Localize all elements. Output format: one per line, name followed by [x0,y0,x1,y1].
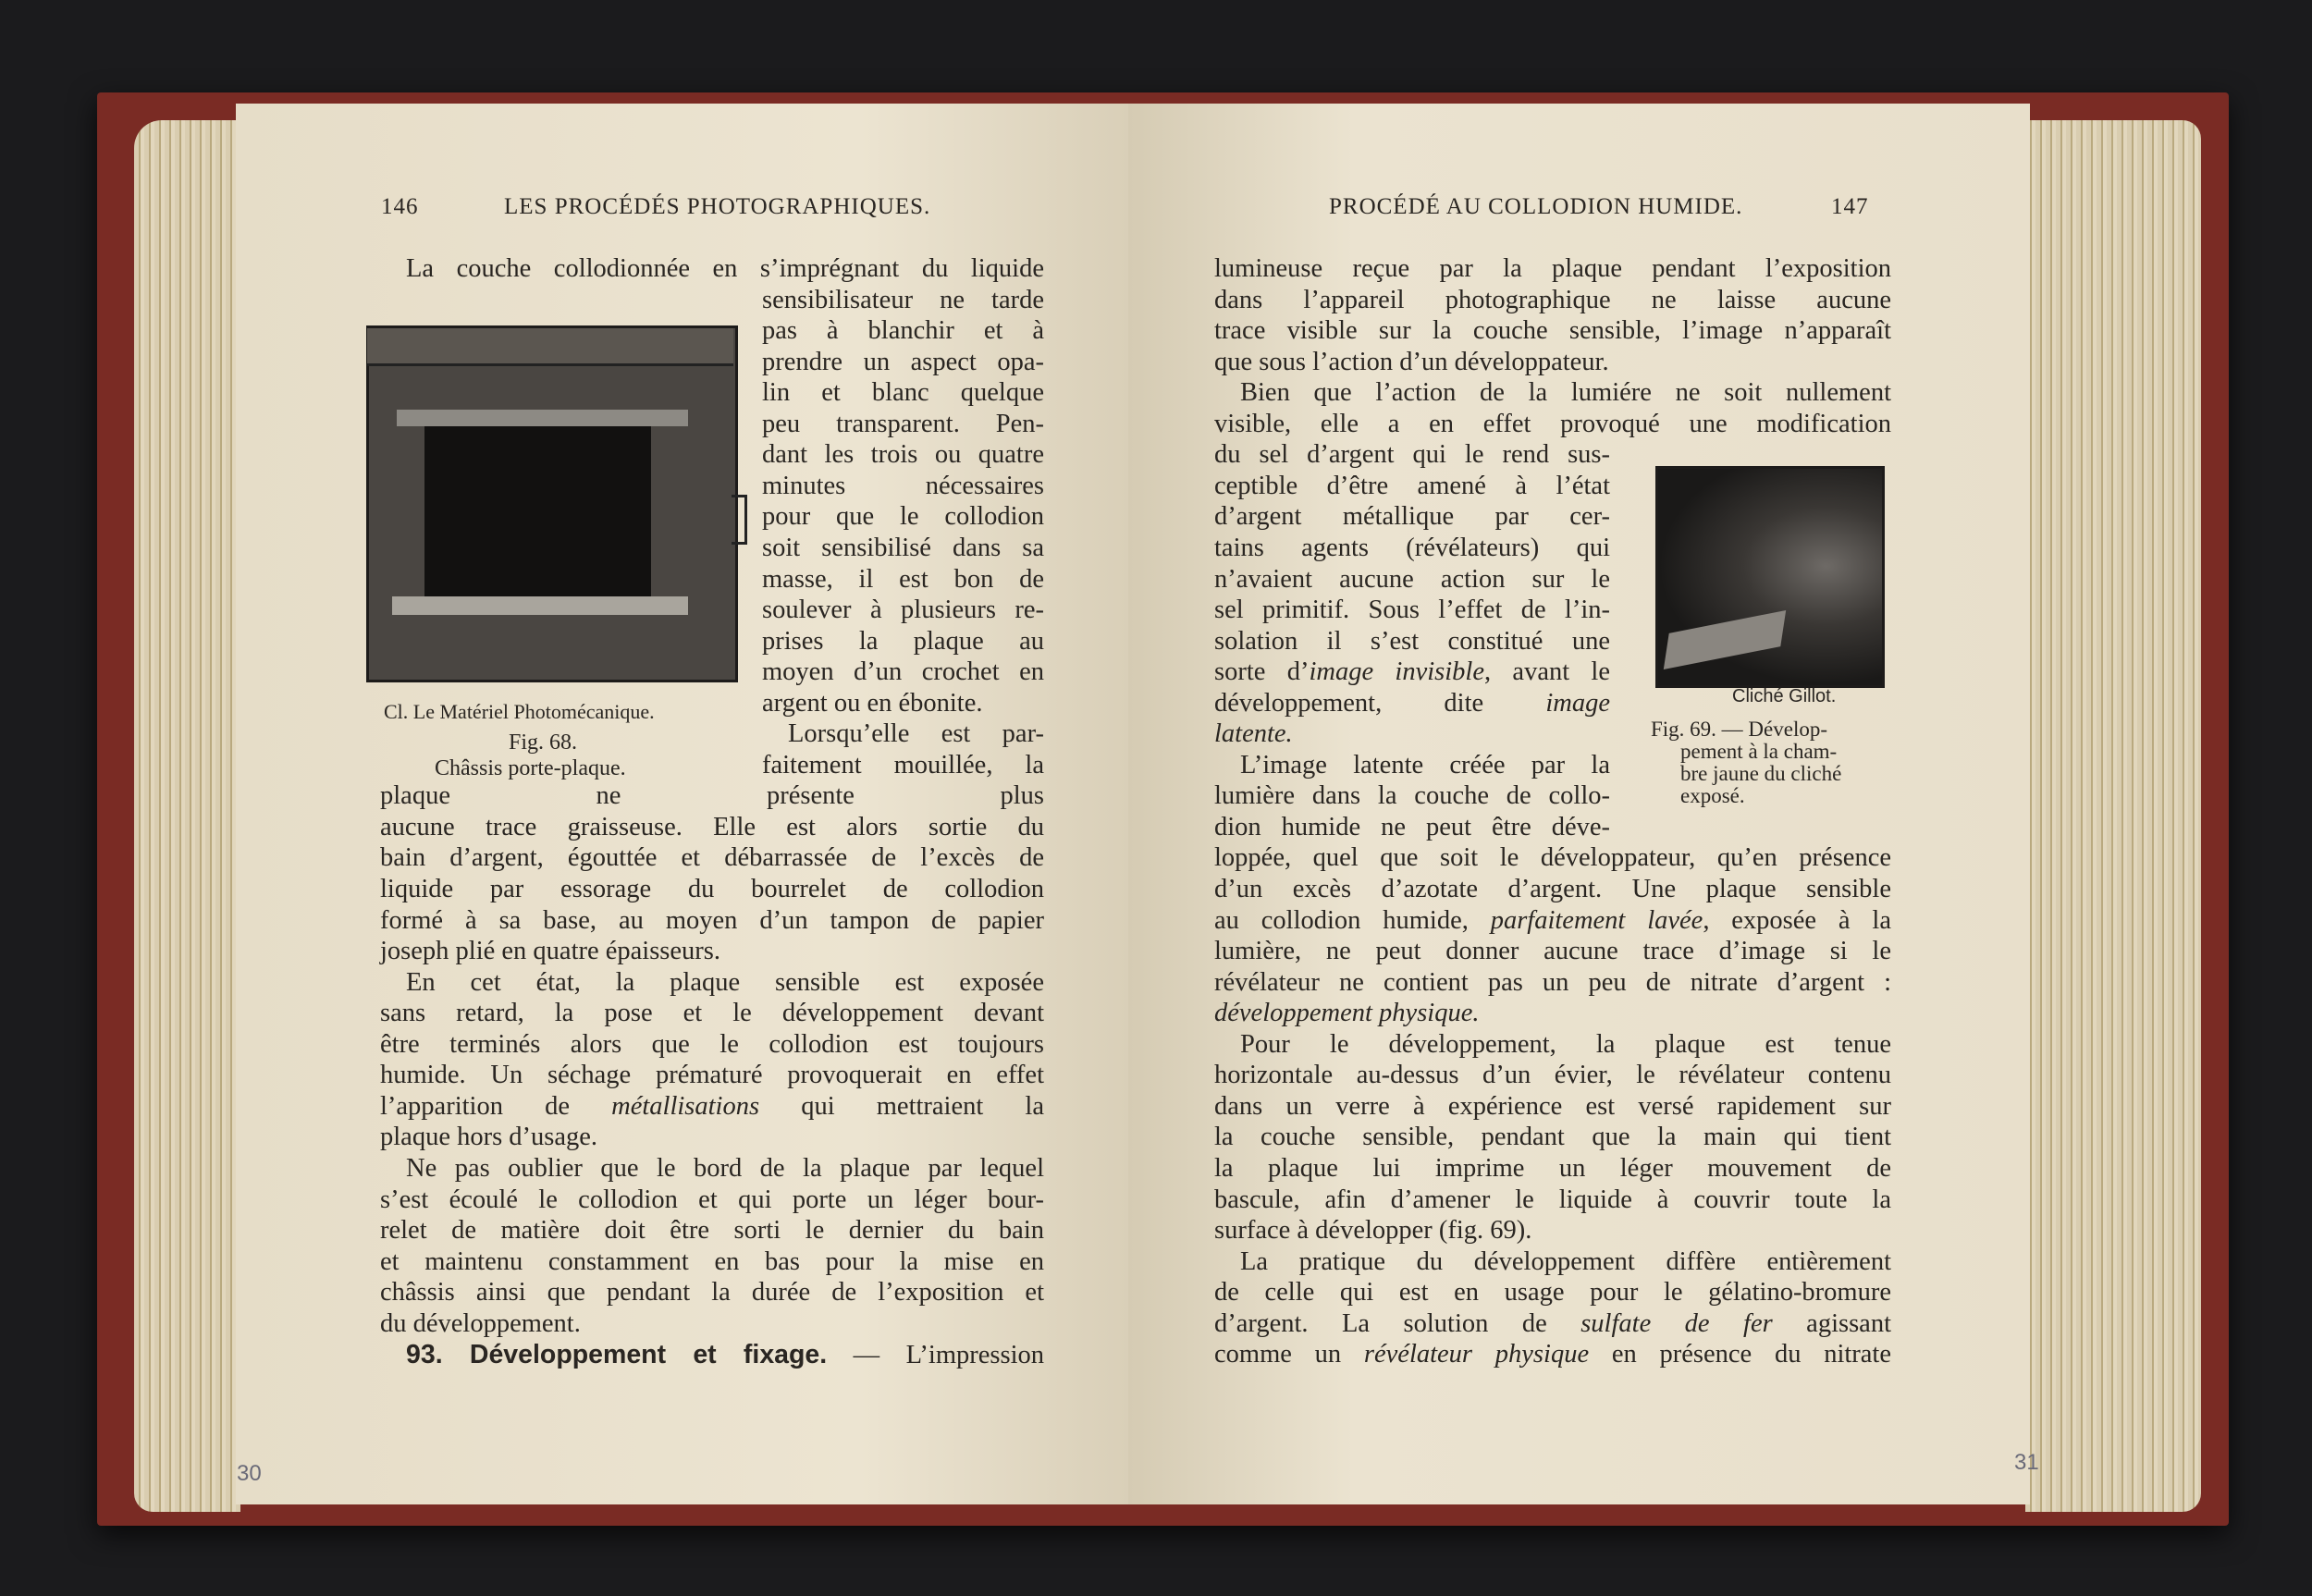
right-page-text-line [1214,253,1891,285]
right-page-text-line [1214,657,1610,688]
right-page-text-line [1214,595,1610,626]
right-page-text-line [1214,439,1610,471]
text-segment: , exposée à la [1703,905,1891,935]
right-page-text-line [1214,874,1891,905]
text-segment: relet de matière doit être sorti le dernier du bain [380,1216,1044,1246]
right-page-number: 147 [1831,194,1869,219]
right-page-text-line [1240,1029,1891,1061]
left-page-text-line [762,657,1044,688]
right-running-head: PROCÉDÉ AU COLLODION HUMIDE. [1329,194,1743,219]
left-page-text-line [762,688,1044,719]
right-page-text-line [1240,750,1610,781]
left-page-text-line [762,626,1044,657]
right-page-text-line [1214,315,1891,347]
left-page-text-line [762,315,1044,347]
left-page-text-line [762,595,1044,626]
text-segment: lumière dans la couche de collo- [1214,781,1610,811]
figure-68-credit: Cl. Le Matériel Photomécanique. [384,700,655,723]
text-segment: trace visible sur la couche sensible, l’image n’apparaît [1214,316,1891,346]
text-segment: dans un verre à expérience est versé rapidement sur [1214,1091,1891,1121]
text-segment: qui mettraient la [759,1091,1044,1121]
right-page-text-line [1214,1060,1891,1091]
text-segment: l’apparition de [380,1091,612,1121]
right-page-text-line [1214,1339,1891,1370]
text-segment: sorte d’ [1214,657,1310,687]
right-page-text-line [1240,1246,1891,1278]
text-segment: pour que le collodion [762,502,1044,532]
text-segment: surface à développer (fig. 69). [1214,1216,1532,1246]
left-page-text-line [762,347,1044,378]
text-segment: que sous l’action d’un développateur. [1214,347,1609,376]
italic-text: image invisible [1309,657,1484,687]
text-segment: faitement mouillée, la [762,750,1044,780]
text-segment: au collodion humide, [1214,905,1491,935]
text-segment: sel primitif. Sous l’effet de l’in- [1214,595,1610,625]
text-segment: prendre un aspect opa- [762,347,1044,376]
right-page-text-line [1214,626,1610,657]
text-segment: d’argent métallique par cer- [1214,502,1610,532]
text-segment: dans l’appareil photographique ne laisse aucune [1214,285,1891,314]
right-page-edges [2025,120,2201,1512]
italic-text: métallisations [611,1091,760,1121]
right-page-text-line [1214,998,1891,1029]
left-page-text-line [762,439,1044,471]
text-segment: plaque hors d’usage. [380,1123,598,1152]
left-page-text-line [380,1215,1044,1246]
italic-text: révélateur physique [1363,1340,1590,1369]
text-segment: visible, elle a en effet provoqué une modification [1214,409,1891,438]
text-segment: du sel d’argent qui le rend sus- [1214,440,1610,470]
figure-69-caption-line: pement à la cham- [1680,740,1838,763]
figure-68-label: Fig. 68. [509,730,578,755]
right-page-text-line [1214,905,1891,937]
text-segment: aucune trace graisseuse. Elle est alors sortie du [380,812,1044,841]
right-page-text-line [1214,718,1610,750]
italic-text: sulfate de fer [1580,1308,1773,1338]
left-page-text-line [380,812,1044,843]
right-page-text-line [1214,780,1610,812]
text-segment: plaque ne présente plus [380,781,1044,811]
text-segment: dant les trois ou quatre [762,440,1044,470]
left-page-text-line [762,377,1044,409]
left-page-text-line [762,750,1044,781]
left-page-text-line [380,1091,1044,1123]
text-segment: joseph plié en quatre épaisseurs. [380,937,721,966]
left-page-text-line [788,718,1044,750]
text-segment: la plaque lui imprime un léger mouvement de [1214,1153,1891,1183]
text-segment: Pour le développement, la plaque est tenue [1240,1029,1891,1059]
text-segment: lin et blanc quelque [762,378,1044,408]
left-page-text-line [380,1246,1044,1278]
text-segment: solation il s’est constitué une [1214,626,1610,656]
text-segment: être terminés alors que le collodion est toujours [380,1029,1044,1059]
text-segment: peu transparent. Pen- [762,409,1044,438]
left-page-text-line [406,253,1044,285]
figure-69-photo [1655,466,1885,688]
text-segment: La couche collodionnée en s’imprégnant du liquide [406,254,1044,283]
text-segment: développement, dite [1214,688,1546,718]
text-segment: s’est écoulé le collodion et qui porte un léger bour- [380,1185,1044,1214]
right-page-text-line [1214,1153,1891,1185]
right-page-text-line [1214,1122,1891,1153]
right-page-text-line [1214,1185,1891,1216]
text-segment: du développement. [380,1308,581,1338]
text-segment: La pratique du développement diffère entièrement [1240,1246,1891,1276]
italic-text: parfaitement lavée [1490,905,1703,935]
left-page-text-line [406,1153,1044,1185]
left-page-text-line [762,533,1044,564]
left-page-text-line [762,501,1044,533]
text-segment: soulever à plusieurs re- [762,595,1044,625]
left-page-text-line [380,936,1044,967]
text-segment: châssis ainsi que pendant la durée de l’exposition et [380,1278,1044,1307]
text-segment: la couche sensible, pendant que la main qui tient [1214,1123,1891,1152]
figure-68-caption: Châssis porte-plaque. [435,756,626,780]
text-segment: révélateur ne contient pas un peu de nitrate d’argent : [1214,967,1891,997]
text-segment: — L’impression [827,1341,1044,1370]
text-segment: , avant le [1483,657,1611,687]
text-segment: en présence du nitrate [1589,1340,1891,1369]
right-page-text-line [1214,564,1610,595]
plate-rail-top [397,410,688,426]
left-page-number: 146 [381,194,419,219]
left-page-text-line [380,1185,1044,1216]
text-segment: n’avaient aucune action sur le [1214,564,1610,594]
text-segment: bascule, afin d’amener le liquide à couvrir toute la [1214,1185,1891,1214]
text-segment: minutes nécessaires [762,471,1044,500]
right-page-text-line [1214,1215,1891,1246]
text-segment: sans retard, la pose et le développement devant [380,999,1044,1028]
left-page-text-line [380,1029,1044,1061]
plate-opening [424,425,651,596]
text-segment: horizontale au-dessus d’un évier, le révélateur contenu [1214,1061,1891,1090]
text-segment: d’argent. La solution de [1214,1308,1581,1338]
left-page-text-line [380,874,1044,905]
right-page-text-line [1214,1277,1891,1308]
italic-text: développement physique. [1214,999,1480,1028]
right-page-text-line [1214,842,1891,874]
section-heading: 93. Développement et fixage. [406,1340,828,1370]
plate-rail-bottom [392,596,688,615]
italic-text: image [1545,688,1610,718]
text-segment: Bien que l’action de la lumiére ne soit nullement [1240,378,1891,408]
right-page-text-line [1214,285,1891,316]
left-page-text-line [380,1122,1044,1153]
text-segment: tains agents (révélateurs) qui [1214,533,1610,562]
text-segment: moyen d’un crochet en [762,657,1044,687]
left-page-text-line [406,967,1044,999]
right-page-text-line [1214,688,1610,719]
figure-69-caption-line: Fig. 69. — Dévelop- [1651,718,1828,741]
left-page-text-line [762,285,1044,316]
left-page-text-line [762,409,1044,440]
left-page-text-line [380,1308,1044,1340]
right-pencil-mark: 31 [2014,1450,2039,1475]
text-segment: comme un [1214,1340,1364,1369]
figure-69-caption-line: bre jaune du cliché [1680,762,1842,785]
right-page-text-line [1214,347,1891,378]
text-segment: argent ou en ébonite. [762,688,983,718]
right-page-text-line [1214,1091,1891,1123]
italic-text: latente. [1214,719,1293,749]
text-segment: lumière, ne peut donner aucune trace d’image si le [1214,937,1891,966]
frame-top [367,328,733,366]
right-page-text-line [1214,1308,1891,1340]
left-page-text-line [762,471,1044,502]
text-segment: liquide par essorage du bourrelet de collodion [380,875,1044,903]
text-segment: pas à blanchir et à [762,316,1044,346]
left-page-text-line [380,780,1044,812]
right-page-text-line [1214,501,1610,533]
figure-69-credit: Cliché Gillot. [1732,686,1837,706]
text-segment: d’un excès d’azotate d’argent. Une plaque sensible [1214,875,1891,903]
right-page-text-line [1214,471,1610,502]
text-segment: ceptible d’être amené à l’état [1214,471,1610,500]
text-segment: lumineuse reçue par la plaque pendant l’exposition [1214,254,1891,283]
right-page-text-line [1214,812,1610,843]
text-segment: Lorsqu’elle est par- [788,719,1044,749]
right-page-text-line [1214,533,1610,564]
text-segment: humide. Un séchage prématuré provoquerait en effet [380,1061,1044,1090]
text-segment: bain d’argent, égouttée et débarrassée de l’excès de [380,843,1044,873]
text-segment: Ne pas oublier que le bord de la plaque par lequel [406,1153,1044,1183]
text-segment: soit sensibilisé dans sa [762,533,1044,562]
text-segment: formé à sa base, au moyen d’un tampon de papier [380,905,1044,935]
text-segment: En cet état, la plaque sensible est exposée [406,967,1044,997]
text-segment: dion humide ne peut être déve- [1214,812,1610,841]
text-segment: sensibilisateur ne tarde [762,285,1044,314]
left-page-text-line [380,998,1044,1029]
text-segment: L’image latente créée par la [1240,750,1610,780]
handle [732,495,747,545]
right-page-text-line [1214,936,1891,967]
right-page-text-line [1240,377,1891,409]
text-segment: loppée, quel que soit le développateur, qu’en présence [1214,843,1891,873]
text-segment: agissant [1772,1308,1891,1338]
figure-68-image [366,325,738,682]
left-page-text-line [406,1339,1044,1370]
photo-tray [1664,610,1786,669]
left-page-text-line [762,564,1044,595]
left-page-text-line [380,842,1044,874]
left-running-head: LES PROCÉDÉS PHOTOGRAPHIQUES. [504,194,931,219]
left-page-text-line [380,1277,1044,1308]
text-segment: et maintenu constamment en bas pour la mise en [380,1246,1044,1276]
text-segment: prises la plaque au [762,626,1044,656]
figure-69-caption-line: exposé. [1680,784,1745,807]
left-pencil-mark: 30 [237,1461,262,1486]
left-page-text-line [380,905,1044,937]
left-page-edges [134,120,240,1512]
text-segment: masse, il est bon de [762,564,1044,594]
right-page-text-line [1214,967,1891,999]
left-page-text-line [380,1060,1044,1091]
right-page-text-line [1214,409,1891,440]
text-segment: de celle qui est en usage pour le gélatino-bromure [1214,1278,1891,1307]
